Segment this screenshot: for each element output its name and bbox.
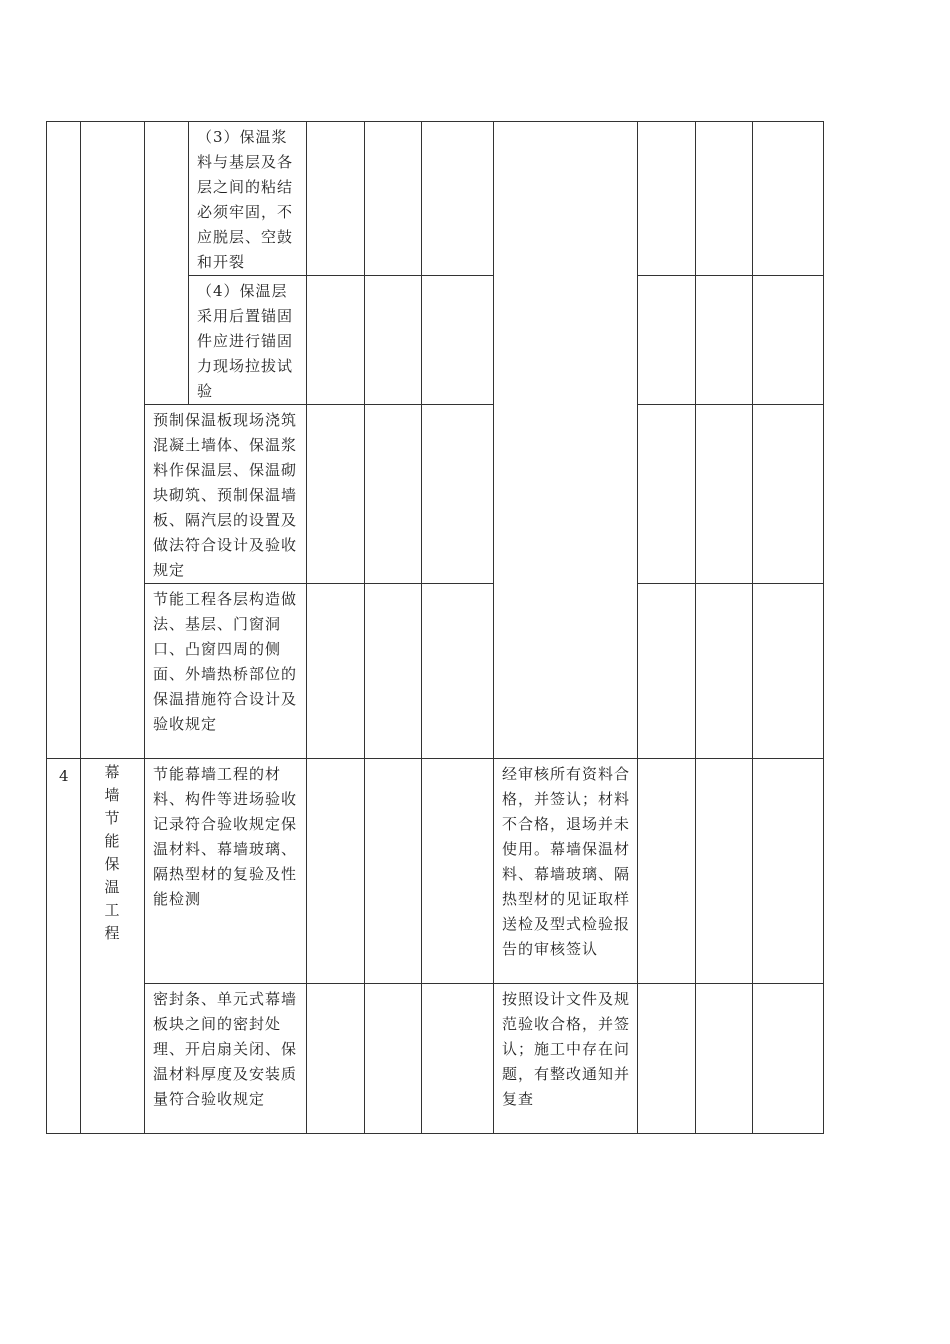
subitem-cell-empty	[145, 122, 189, 405]
table-row	[47, 759, 824, 984]
blank-cell	[696, 405, 753, 584]
check-method-text: 经审核所有资料合格，并签认；材料不合格，退场并未使用。幕墙保温材料、幕墙玻璃、隔热型材的见证取样送检及型式检验报告的审核签认	[502, 765, 631, 958]
blank-cell	[307, 759, 365, 984]
blank-cell	[307, 405, 365, 584]
table-row	[47, 984, 824, 1134]
requirement-text: 节能工程各层构造做法、基层、门窗洞口、凸窗四周的侧面、外墙热桥部位的保温措施符合设计及验收规定	[153, 590, 298, 733]
blank-cell	[365, 584, 422, 759]
requirement-cell	[145, 984, 307, 1134]
blank-cell	[422, 405, 494, 584]
seq-number-cell	[47, 759, 81, 1134]
table-row	[47, 405, 824, 584]
blank-cell	[753, 276, 824, 405]
requirement-text: 密封条、单元式幕墙板块之间的密封处理、开启扇关闭、保温材料厚度及安装质量符合验收规定	[153, 990, 298, 1108]
category-cell	[81, 759, 145, 1134]
requirement-text: 节能幕墙工程的材料、构件等进场验收记录符合验收规定保温材料、幕墙玻璃、隔热型材的复验及性能检测	[153, 765, 298, 908]
blank-cell	[638, 984, 696, 1134]
seq-number: 4	[59, 767, 70, 785]
blank-cell	[638, 122, 696, 276]
blank-cell	[753, 405, 824, 584]
blank-cell	[365, 405, 422, 584]
requirement-cell	[189, 276, 307, 405]
check-method-text: 按照设计文件及规范验收合格，并签认；施工中存在问题，有整改通知并复查	[502, 990, 631, 1108]
blank-cell	[696, 984, 753, 1134]
blank-cell	[696, 122, 753, 276]
category-label: 幕墙节能保温工程	[104, 763, 121, 942]
blank-cell	[422, 984, 494, 1134]
blank-cell	[365, 276, 422, 405]
table-row	[47, 584, 824, 759]
category-cell-empty	[81, 122, 145, 759]
requirement-cell	[145, 759, 307, 984]
blank-cell	[422, 276, 494, 405]
blank-cell	[422, 122, 494, 276]
blank-cell	[365, 984, 422, 1134]
blank-cell	[422, 759, 494, 984]
blank-cell	[307, 984, 365, 1134]
blank-cell	[696, 276, 753, 405]
check-cell-empty	[494, 122, 638, 759]
blank-cell	[638, 276, 696, 405]
inspection-table	[46, 121, 824, 1134]
blank-cell	[307, 276, 365, 405]
blank-cell	[753, 122, 824, 276]
blank-cell	[696, 584, 753, 759]
blank-cell	[753, 984, 824, 1134]
requirement-text: （4）保温层采用后置锚固件应进行锚固力现场拉拔试验	[197, 282, 294, 400]
requirement-text: （3）保温浆料与基层及各层之间的粘结必须牢固，不应脱层、空鼓和开裂	[197, 128, 294, 271]
blank-cell	[753, 584, 824, 759]
blank-cell	[638, 584, 696, 759]
blank-cell	[307, 584, 365, 759]
seq-cell-empty	[47, 122, 81, 759]
requirement-text: 预制保温板现场浇筑混凝土墙体、保温浆料作保温层、保温砌块砌筑、预制保温墙板、隔汽层的设置及做法符合设计及验收规定	[153, 411, 298, 579]
blank-cell	[696, 759, 753, 984]
blank-cell	[422, 584, 494, 759]
check-method-cell	[494, 984, 638, 1134]
check-method-cell	[494, 759, 638, 984]
requirement-cell	[145, 584, 307, 759]
blank-cell	[307, 122, 365, 276]
blank-cell	[365, 759, 422, 984]
requirement-cell	[145, 405, 307, 584]
blank-cell	[638, 759, 696, 984]
table-row	[47, 122, 824, 276]
blank-cell	[365, 122, 422, 276]
blank-cell	[753, 759, 824, 984]
blank-cell	[638, 405, 696, 584]
requirement-cell	[189, 122, 307, 276]
